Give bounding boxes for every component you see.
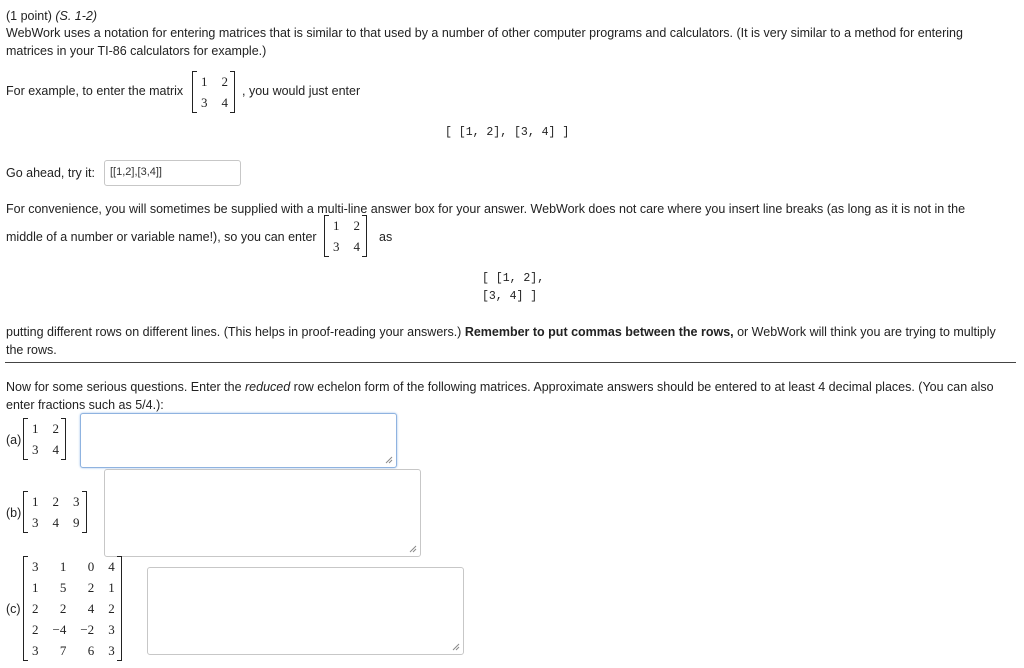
rows-note-text-a: putting different rows on different lines. (This helps in proof-reading your answers.) [6,325,465,339]
resize-grip-icon[interactable] [409,545,417,553]
matrix-entry: 7 [59,643,67,658]
part-c-answer-box[interactable] [147,567,464,655]
matrix-entry: 3 [32,559,39,574]
matrix-entry: 4 [221,95,228,110]
part-b-matrix [23,491,87,533]
part-c-matrix [23,556,122,661]
matrix-entry: 1 [201,74,208,89]
matrix-row [24,439,65,460]
points-label: (1 point) [6,9,52,23]
matrix-entry: 1 [333,218,340,233]
rows-note-text-b: or WebWork will think you are trying to multiply [733,325,996,339]
matrix-entry: 3 [32,515,39,530]
matrix-entry: 2 [87,580,95,595]
matrix-entry: 1 [32,421,39,436]
rows-note-line-2: the rows. [6,343,57,357]
matrix-row [325,236,366,257]
matrix-row [24,512,86,533]
matrix-entry: 2 [108,601,115,616]
example-code: [ [1, 2], [3, 4] ] [445,126,570,139]
matrix-entry: 3 [73,494,80,509]
matrix-entry: 0 [87,559,95,574]
matrix-row [24,491,86,512]
matrix-entry: 2 [353,218,360,233]
matrix-entry: 4 [52,442,59,457]
resize-grip-icon[interactable] [385,456,393,464]
matrix-entry: −4 [52,622,67,637]
question-line-2: enter fractions such as 5/4.): [6,398,164,412]
part-a-label: (a) [6,433,22,447]
matrix-entry: −2 [80,622,95,637]
matrix-entry: 2 [221,74,228,89]
matrix-entry: 9 [73,515,80,530]
part-b-answer-box[interactable] [104,469,421,557]
matrix-row [193,92,234,113]
matrix-entry: 1 [32,580,39,595]
matrix-row [193,71,234,92]
convenience-line-2: middle of a number or variable name!), so you can enter [6,230,317,244]
matrix-entry: 1 [59,559,67,574]
part-c-label: (c) [6,602,21,616]
question-line-1 [6,380,994,394]
matrix-entry: 3 [201,95,208,110]
example-prefix: For example, to enter the matrix [6,84,184,98]
rows-note-line-1 [6,325,996,339]
matrix-entry: 2 [52,421,59,436]
example-suffix: , you would just enter [242,84,361,98]
section-label: (S. 1-2) [55,9,98,23]
matrix-row [24,577,121,598]
matrix-entry: 4 [353,239,360,254]
convenience-code-line-2: [3, 4] ] [482,290,538,303]
intro-line-1: WebWork uses a notation for entering matrices that is similar to that used by a number of other computer programs and calculators. (It is very similar to a method for entering [6,26,963,40]
part-b-label: (b) [6,506,22,520]
matrix-entry: 2 [32,622,39,637]
part-a-answer-box[interactable] [80,413,397,468]
convenience-line-1: For convenience, you will sometimes be supplied with a multi-line answer box for your answer. WebWork does not care where you insert line breaks (as long as it is not in the [6,202,966,216]
tryit-label: Go ahead, try it: [6,166,95,180]
matrix-row [24,598,121,619]
matrix-entry: 3 [108,622,115,637]
convenience-code-line-1: [ [1, 2], [482,272,545,285]
matrix-row [325,215,366,236]
matrix-entry: 1 [32,494,39,509]
matrix-entry: 4 [87,601,95,616]
matrix-entry: 3 [333,239,340,254]
convenience-matrix [324,215,367,257]
matrix-entry: 3 [108,643,115,658]
question-text-a: Now for some serious questions. Enter the [6,380,246,394]
matrix-row [24,619,121,640]
matrix-row [24,640,121,661]
matrix-entry: 3 [32,643,39,658]
question-italic: reduced [245,380,291,394]
rows-note-bold: Remember to put commas between the rows, [464,325,734,339]
matrix-entry: 2 [52,494,59,509]
example-matrix [192,71,235,113]
matrix-row [24,556,121,577]
matrix-entry: 6 [87,643,95,658]
matrix-entry: 4 [52,515,59,530]
matrix-entry: 5 [59,580,67,595]
matrix-row [24,418,65,439]
matrix-entry: 2 [32,601,39,616]
question-text-b: row echelon form of the following matrices. Approximate answers should be entered to at least 4 decimal places. (You can also [290,380,994,394]
matrix-entry: 2 [59,601,67,616]
matrix-entry: 3 [32,442,39,457]
section-divider [5,362,1016,363]
intro-line-2: matrices in your TI-86 calculators for example.) [6,44,267,58]
resize-grip-icon[interactable] [452,643,460,651]
matrix-entry: 4 [108,559,115,574]
tryit-input-value: [[1,2],[3,4]] [110,166,162,178]
part-a-matrix [23,418,66,460]
convenience-as: as [379,230,393,244]
matrix-entry: 1 [108,580,115,595]
problem-header [6,9,97,23]
tryit-input[interactable] [104,160,241,186]
